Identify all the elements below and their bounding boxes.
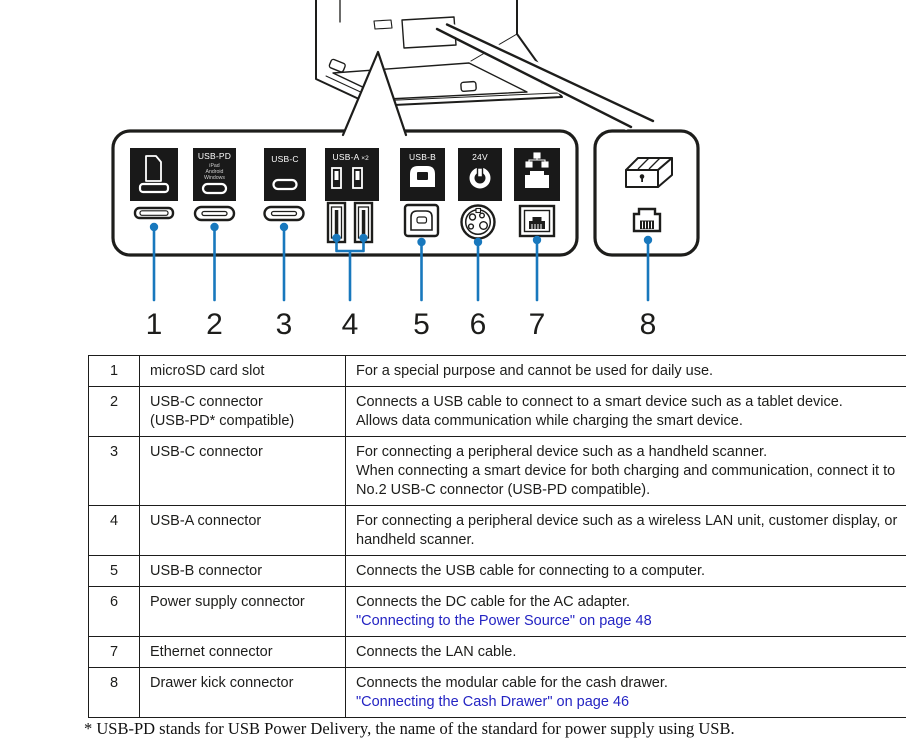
table-row xyxy=(89,356,906,387)
description-text: Connects the modular cable for the cash drawer. xyxy=(356,674,668,691)
connector-diagram xyxy=(0,0,906,350)
description-text: Connects the DC cable for the AC adapter. xyxy=(356,593,631,610)
port-usb-pd xyxy=(193,148,236,220)
din-notch xyxy=(476,209,481,213)
number-6: 6 xyxy=(469,308,487,341)
description-text: For connecting a peripheral device such as a wireless LAN unit, customer display, or handheld scanner. xyxy=(356,512,898,548)
connector-name-text: USB-C connector xyxy=(150,393,263,410)
table-row xyxy=(89,637,906,668)
connector-name xyxy=(140,437,346,506)
number-1: 1 xyxy=(145,308,163,341)
description-text: For connecting a peripheral device such as a handheld scanner. xyxy=(356,443,768,460)
connector-name xyxy=(140,556,346,587)
usb-pd-sub-windows: Windows xyxy=(203,175,226,181)
number-4: 4 xyxy=(341,308,359,341)
number-7: 7 xyxy=(528,308,546,341)
connector-description xyxy=(346,668,906,718)
usb-a-glyph-2-tab xyxy=(356,171,360,180)
microsd-slot xyxy=(135,208,173,218)
number-8: 8 xyxy=(639,308,657,341)
number-3: 3 xyxy=(275,308,293,341)
table-row xyxy=(89,556,906,587)
connector-description xyxy=(346,637,906,668)
port-power-24v xyxy=(458,148,502,239)
usb-pd-label: USB-PD xyxy=(197,151,232,161)
power-glyph-tab xyxy=(478,168,483,177)
power-24v-label: 24V xyxy=(472,152,488,162)
connector-description xyxy=(346,506,906,556)
port-usb-b xyxy=(400,148,445,236)
connector-description xyxy=(346,387,906,437)
connector-name xyxy=(140,637,346,668)
usb-a-mult-label: ×2 xyxy=(361,155,369,162)
row-number: 7 xyxy=(89,637,140,668)
usb-b-receptacle xyxy=(405,205,438,236)
connector-name-text: microSD card slot xyxy=(150,362,265,379)
row-number: 3 xyxy=(89,437,140,506)
connector-name-text: USB-A connector xyxy=(150,512,262,529)
callout-numbers xyxy=(146,308,657,341)
connector-table xyxy=(88,355,906,718)
table-row xyxy=(89,506,906,556)
connector-name-text: Ethernet connector xyxy=(150,643,273,660)
row-number: 6 xyxy=(89,587,140,637)
connector-name-text: Drawer kick connector xyxy=(150,674,294,691)
connector-name-text: USB-C connector xyxy=(150,443,263,460)
description-text: For a special purpose and cannot be used for daily use. xyxy=(356,362,714,379)
usb-b-label: USB-B xyxy=(409,152,436,162)
usb-c-receptacle xyxy=(265,207,304,220)
connector-description xyxy=(346,587,906,637)
table-row xyxy=(89,587,906,637)
row-number: 1 xyxy=(89,356,140,387)
cash-drawer-page-link[interactable]: "Connecting the Cash Drawer" on page 46 xyxy=(356,693,630,710)
description-text: Connects the LAN cable. xyxy=(356,643,517,660)
usb-a-receptacle-1-pin xyxy=(335,210,339,235)
usb-pd-sub-ipad: iPad xyxy=(209,163,220,169)
port-microsd xyxy=(130,148,178,218)
usb-c-receptacle xyxy=(195,207,234,220)
connector-diagram-svg xyxy=(0,0,906,350)
connector-name-text: USB-B connector xyxy=(150,562,263,579)
port-ethernet xyxy=(514,148,560,236)
description-text: Connects a USB cable to connect to a smart device such as a tablet device. xyxy=(356,393,843,410)
number-2: 2 xyxy=(206,308,223,341)
connector-name xyxy=(140,506,346,556)
printer-bottom-drawing xyxy=(316,0,562,106)
row-number: 2 xyxy=(89,387,140,437)
usb-a-glyph-1-tab xyxy=(335,171,339,180)
connector-description xyxy=(346,356,906,387)
table-row xyxy=(89,668,906,718)
usb-pd-sub-android: Android xyxy=(205,169,224,175)
connector-name-subtext: (USB-PD* compatible) xyxy=(150,412,295,429)
connector-description xyxy=(346,556,906,587)
description-text: Connects the USB cable for connecting to a computer. xyxy=(356,562,706,579)
number-5: 5 xyxy=(413,308,430,341)
table-row xyxy=(89,437,906,506)
usb-a-label: USB-A xyxy=(332,152,360,162)
port-usb-c xyxy=(264,148,306,220)
description-text: Allows data communication while charging the smart device. xyxy=(356,412,743,429)
row-number: 5 xyxy=(89,556,140,587)
connector-name xyxy=(140,356,346,387)
power-source-page-link[interactable]: "Connecting to the Power Source" on page 48 xyxy=(356,612,652,629)
connector-name xyxy=(140,587,346,637)
usb-pd-footnote: * USB-PD stands for USB Power Delivery, the name of the standard for power supply using USB. xyxy=(84,719,735,738)
connector-name xyxy=(140,387,346,437)
connector-name xyxy=(140,668,346,718)
connector-name-text: Power supply connector xyxy=(150,593,305,610)
row-number: 8 xyxy=(89,668,140,718)
table-row xyxy=(89,387,906,437)
connector-description xyxy=(346,437,906,506)
usb-b-glyph-inner xyxy=(417,172,428,180)
description-text: When connecting a smart device for both charging and communication, connect it to No.2 USB-C connector (USB-PD compatible). xyxy=(356,462,896,498)
usb-a-receptacle-2-pin xyxy=(362,210,366,235)
usb-c-label: USB-C xyxy=(271,154,299,164)
row-number: 4 xyxy=(89,506,140,556)
